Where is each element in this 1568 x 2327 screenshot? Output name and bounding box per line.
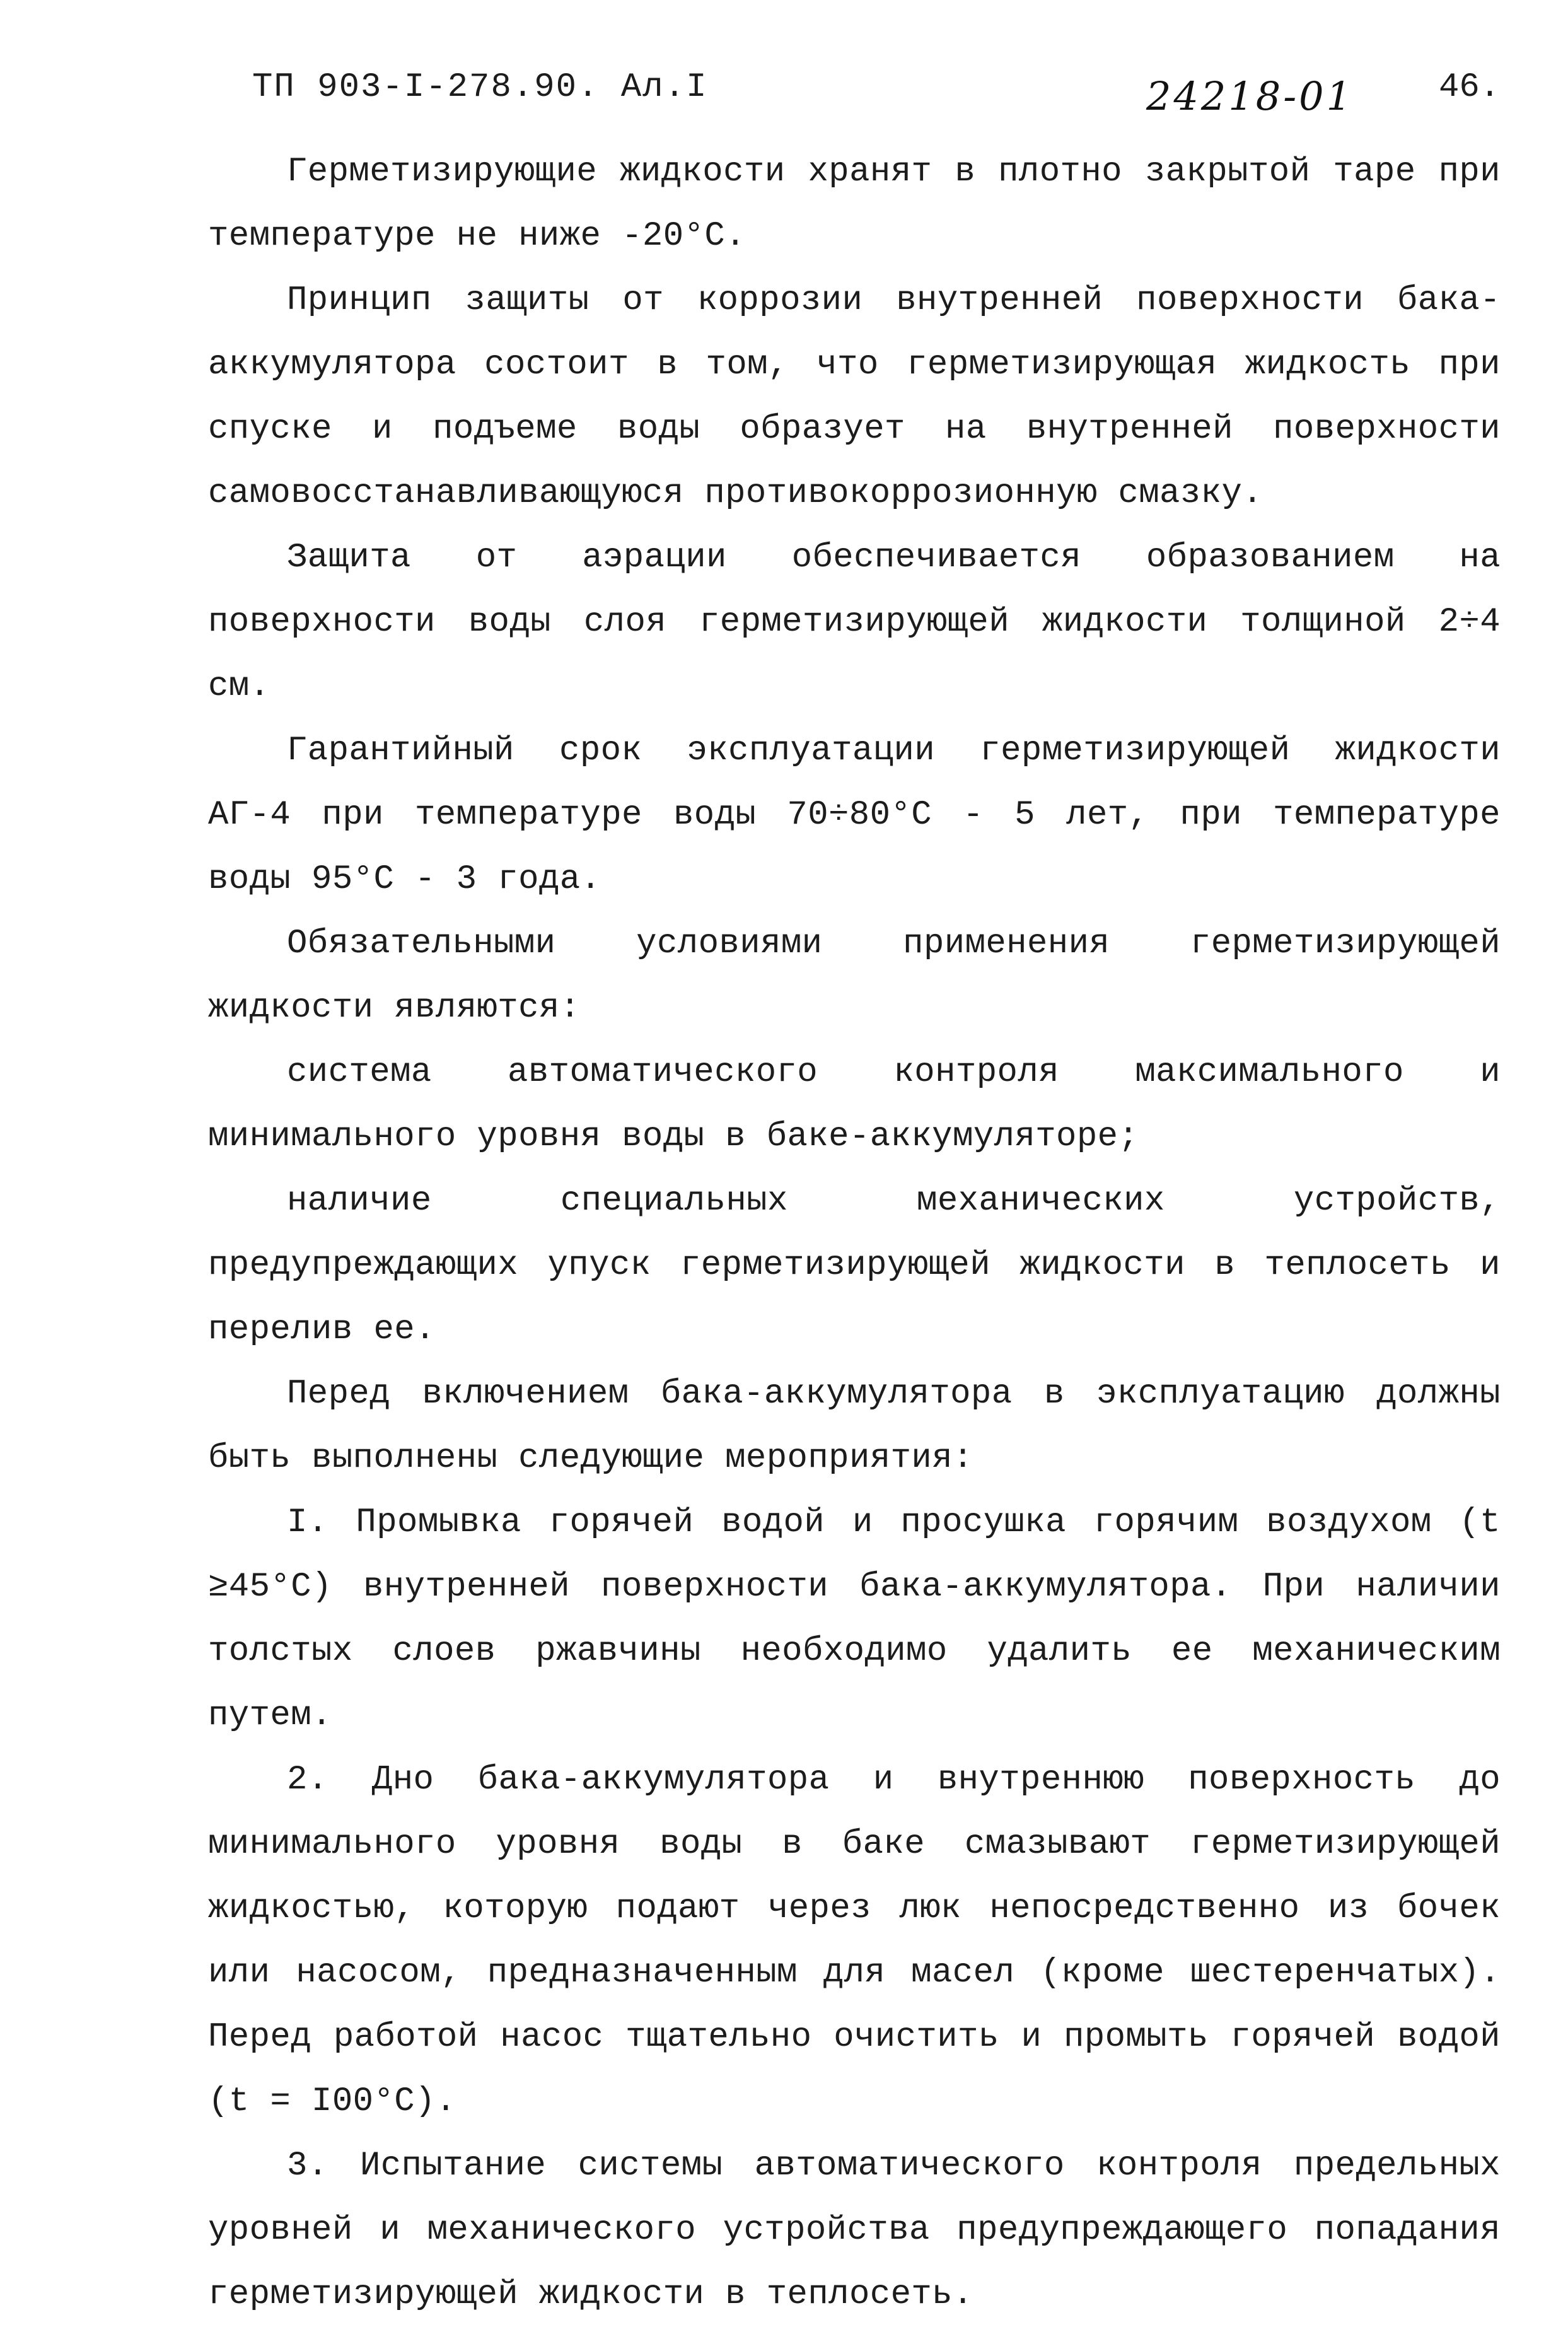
paragraph-warranty-period: Гарантийный срок эксплуатации герметизирующей жидкости АГ-4 при температуре воды 70÷80°С - 5 лет, при температуре воды 95°С - 3 года. [208, 732, 1501, 899]
step-flushing-drying: I. Промывка горячей водой и просушка горячим воздухом (t ≥45°С) внутренней поверхности бака-аккумулятора. При наличии толстых слоев ржавчины необходимо удалить ее механическим путем. [208, 1503, 1501, 1735]
step-coating-bottom: 2. Дно бака-аккумулятора и внутреннюю поверхность до минимального уровня воды в баке смазывают герметизирующей жидкостью, которую подают через люк непосредственно из бочек или насосом, предназначенным для масел (кроме шестеренчатых). Перед работой насос тщательно очистить и промыть горячей водой (t = I00°С). [208, 1761, 1501, 2121]
paragraph-aeration-protection: Защита от аэрации обеспечивается образованием на поверхности воды слоя герметизирующей жидкости толщиной 2÷4 см. [208, 539, 1501, 706]
paragraph-mandatory-conditions: Обязательными условиями применения герметизирующей жидкости являются: [208, 924, 1501, 1027]
page-number: 46. [1439, 68, 1501, 107]
document-code: ТП 903-I-278.90. Ал.I [252, 68, 708, 107]
condition-level-control: система автоматического контроля максимального и минимального уровня воды в баке-аккумуляторе; [208, 1053, 1501, 1156]
handwritten-inventory-number: 24218-01 [1146, 73, 1354, 119]
document-body [208, 140, 1501, 2327]
condition-mechanical-devices: наличие специальных механических устройств, предупреждающих упуск герметизирующей жидкости в теплосеть и перелив ее. [208, 1182, 1501, 1349]
page-header [252, 68, 1513, 137]
step-system-testing: 3. Испытание системы автоматического контроля предельных уровней и механического устройства предупреждающего попадания герметизирующей жидкости в теплосеть. [208, 2147, 1501, 2314]
paragraph-storage: Герметизирующие жидкости хранят в плотно закрытой таре при температуре не ниже -20°С. [208, 153, 1501, 255]
paragraph-preparation-intro: Перед включением бака-аккумулятора в эксплуатацию должны быть выполнены следующие мероприятия: [208, 1375, 1501, 1478]
paragraph-protection-principle: Принцип защиты от коррозии внутренней поверхности бака-аккумулятора состоит в том, что герметизирующая жидкость при спуске и подъеме воды образует на внутренней поверхности самовосстанавливающуюся противокоррозионную смазку. [208, 281, 1501, 513]
